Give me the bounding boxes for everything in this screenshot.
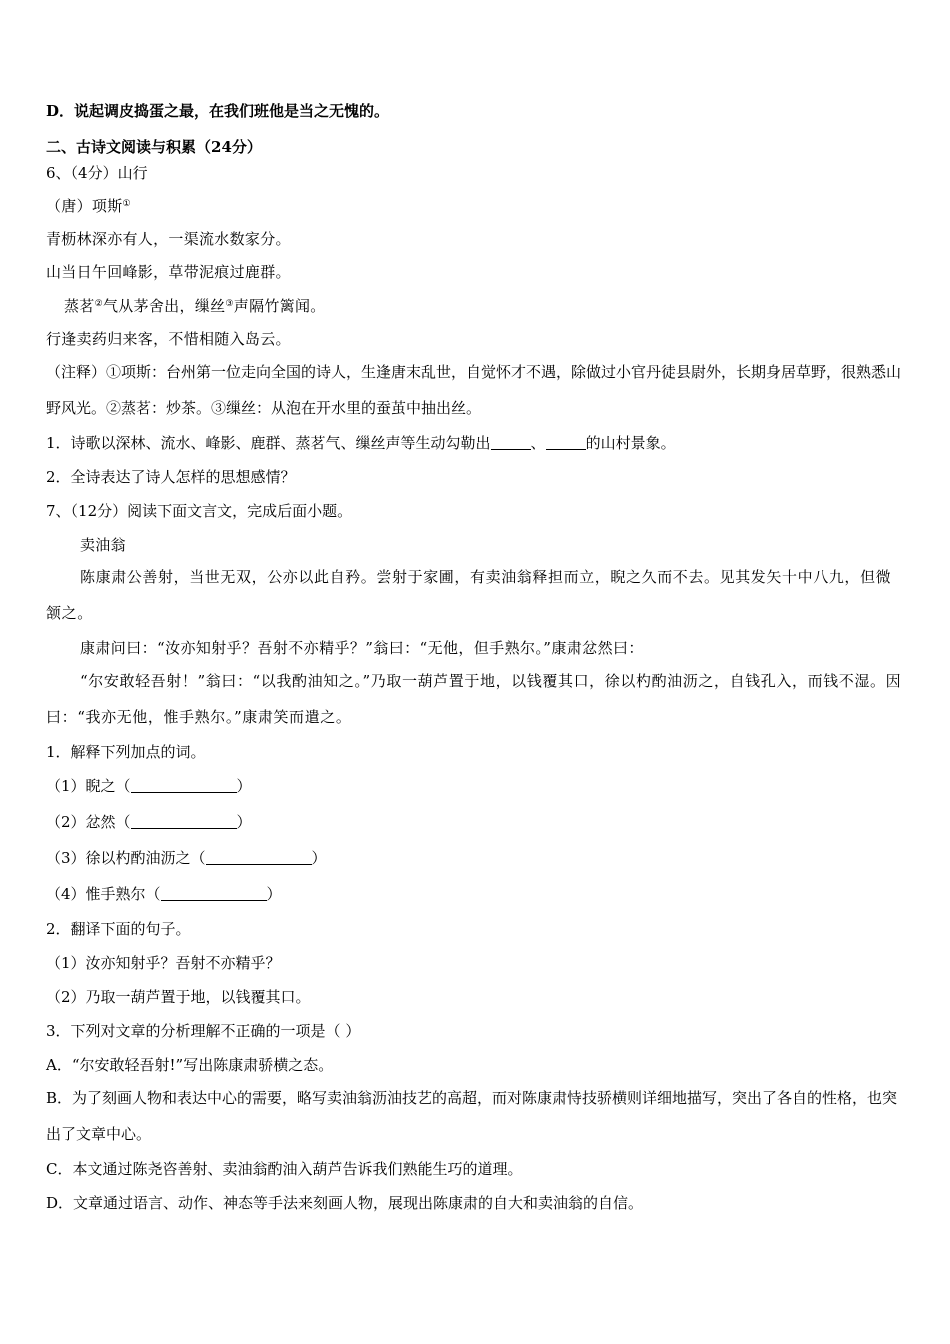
translate-item-2: （2）乃取一葫芦置于地，以钱覆其口。 bbox=[46, 988, 311, 1006]
word-item-text: （3）徐以杓酌油沥之（ bbox=[46, 849, 206, 867]
answer-blank[interactable] bbox=[131, 778, 237, 793]
close-paren: ） bbox=[236, 777, 252, 795]
answer-blank[interactable] bbox=[161, 886, 267, 901]
poem-line-3-part-a: 蒸茗 bbox=[64, 297, 95, 315]
previous-option-d: D．说起调皮捣蛋之最，在我们班他是当之无愧的。 bbox=[46, 102, 390, 120]
word-item-text: （2）忿然（ bbox=[46, 813, 131, 831]
word-item-2 bbox=[46, 811, 902, 833]
option-a: A．“尔安敢轻吾射!”写出陈康肃骄横之态。 bbox=[46, 1056, 334, 1074]
answer-blank[interactable] bbox=[206, 850, 312, 865]
poem-line-2: 山当日午回峰影，草带泥痕过鹿群。 bbox=[46, 263, 291, 281]
close-paren: ） bbox=[266, 885, 282, 903]
word-item-3 bbox=[46, 847, 902, 869]
poem-author-text: （唐）项斯 bbox=[46, 197, 123, 215]
passage-paragraph-3: “尔安敢轻吾射！”翁曰：“以我酌油知之。”乃取一葫芦置于地，以钱覆其口，徐以杓酌油沥之，自钱孔入，而钱不湿。因曰：“我亦无他，惟手熟尔。”康肃笑而遣之。 bbox=[46, 672, 902, 726]
section-heading: 二、古诗文阅读与积累（24分） bbox=[46, 138, 262, 156]
poem-line-4: 行逢卖药归来客，不惜相随入岛云。 bbox=[46, 330, 291, 348]
answer-blank[interactable] bbox=[131, 814, 237, 829]
footnote-marker: ② bbox=[94, 299, 103, 309]
footnote-marker: ③ bbox=[225, 299, 234, 309]
footnote-marker: ① bbox=[122, 199, 131, 209]
answer-blank[interactable] bbox=[491, 435, 531, 450]
question-6-1 bbox=[46, 432, 902, 454]
word-item-1 bbox=[46, 775, 902, 797]
question-7-3: 3．下列对文章的分析理解不正确的一项是（ ） bbox=[46, 1022, 361, 1040]
question-6-1-text: 1．诗歌以深林、流水、峰影、鹿群、蒸茗气、缫丝声等生动勾勒出 bbox=[46, 434, 491, 452]
blank-separator: 、 bbox=[530, 434, 546, 452]
option-b: B．为了刻画人物和表达中心的需要，略写卖油翁沥油技艺的高超，而对陈康肃恃技骄横则详细地描写，突出了各自的性格，也突出了文章中心。 bbox=[46, 1089, 898, 1143]
question-6-2: 2．全诗表达了诗人怎样的思想感情？ bbox=[46, 468, 296, 486]
question-7-header: 7、（12分）阅读下面文言文，完成后面小题。 bbox=[46, 502, 353, 520]
word-item-4 bbox=[46, 883, 902, 905]
poem-line-3 bbox=[64, 295, 902, 317]
word-item-text: （1）睨之（ bbox=[46, 777, 131, 795]
close-paren: ） bbox=[311, 849, 327, 867]
poem-annotation: （注释）①项斯：台州第一位走向全国的诗人，生逢唐末乱世，自觉怀才不遇，除做过小官丹徒县尉外，长期身居草野，很熟悉山野风光。②蒸茗：炒茶。③缫丝：从泡在开水里的蚕茧中抽出丝。 bbox=[46, 363, 902, 417]
option-c: C．本文通过陈尧咨善射、卖油翁酌油入葫芦告诉我们熟能生巧的道理。 bbox=[46, 1160, 523, 1178]
poem-author bbox=[46, 195, 902, 217]
question-7-2: 2．翻译下面的句子。 bbox=[46, 920, 191, 938]
answer-blank[interactable] bbox=[546, 435, 586, 450]
word-item-text: （4）惟手熟尔（ bbox=[46, 885, 161, 903]
poem-line-3-part-c: 声隔竹篱闻。 bbox=[233, 297, 326, 315]
passage-paragraph-1: 陈康肃公善射，当世无双，公亦以此自矜。尝射于家圃，有卖油翁释担而立，睨之久而不去。见其发矢十中八九，但微颔之。 bbox=[46, 568, 892, 622]
passage-paragraph-2: 康肃问曰：“汝亦知射乎？吾射不亦精乎？”翁曰：“无他，但手熟尔。”康肃忿然曰： bbox=[80, 639, 644, 657]
question-6-1-tail: 的山村景象。 bbox=[585, 434, 676, 452]
passage-title: 卖油翁 bbox=[80, 536, 126, 554]
poem-line-3-part-b: 气从茅舍出，缫丝 bbox=[102, 297, 226, 315]
option-d: D．文章通过语言、动作、神态等手法来刻画人物，展现出陈康肃的自大和卖油翁的自信。 bbox=[46, 1194, 644, 1212]
close-paren: ） bbox=[236, 813, 252, 831]
poem-line-1: 青枥林深亦有人，一渠流水数家分。 bbox=[46, 230, 291, 248]
question-6-header: 6、（4分）山行 bbox=[46, 164, 148, 182]
question-7-1: 1．解释下列加点的词。 bbox=[46, 743, 206, 761]
translate-item-1: （1）汝亦知射乎？吾射不亦精乎？ bbox=[46, 954, 281, 972]
